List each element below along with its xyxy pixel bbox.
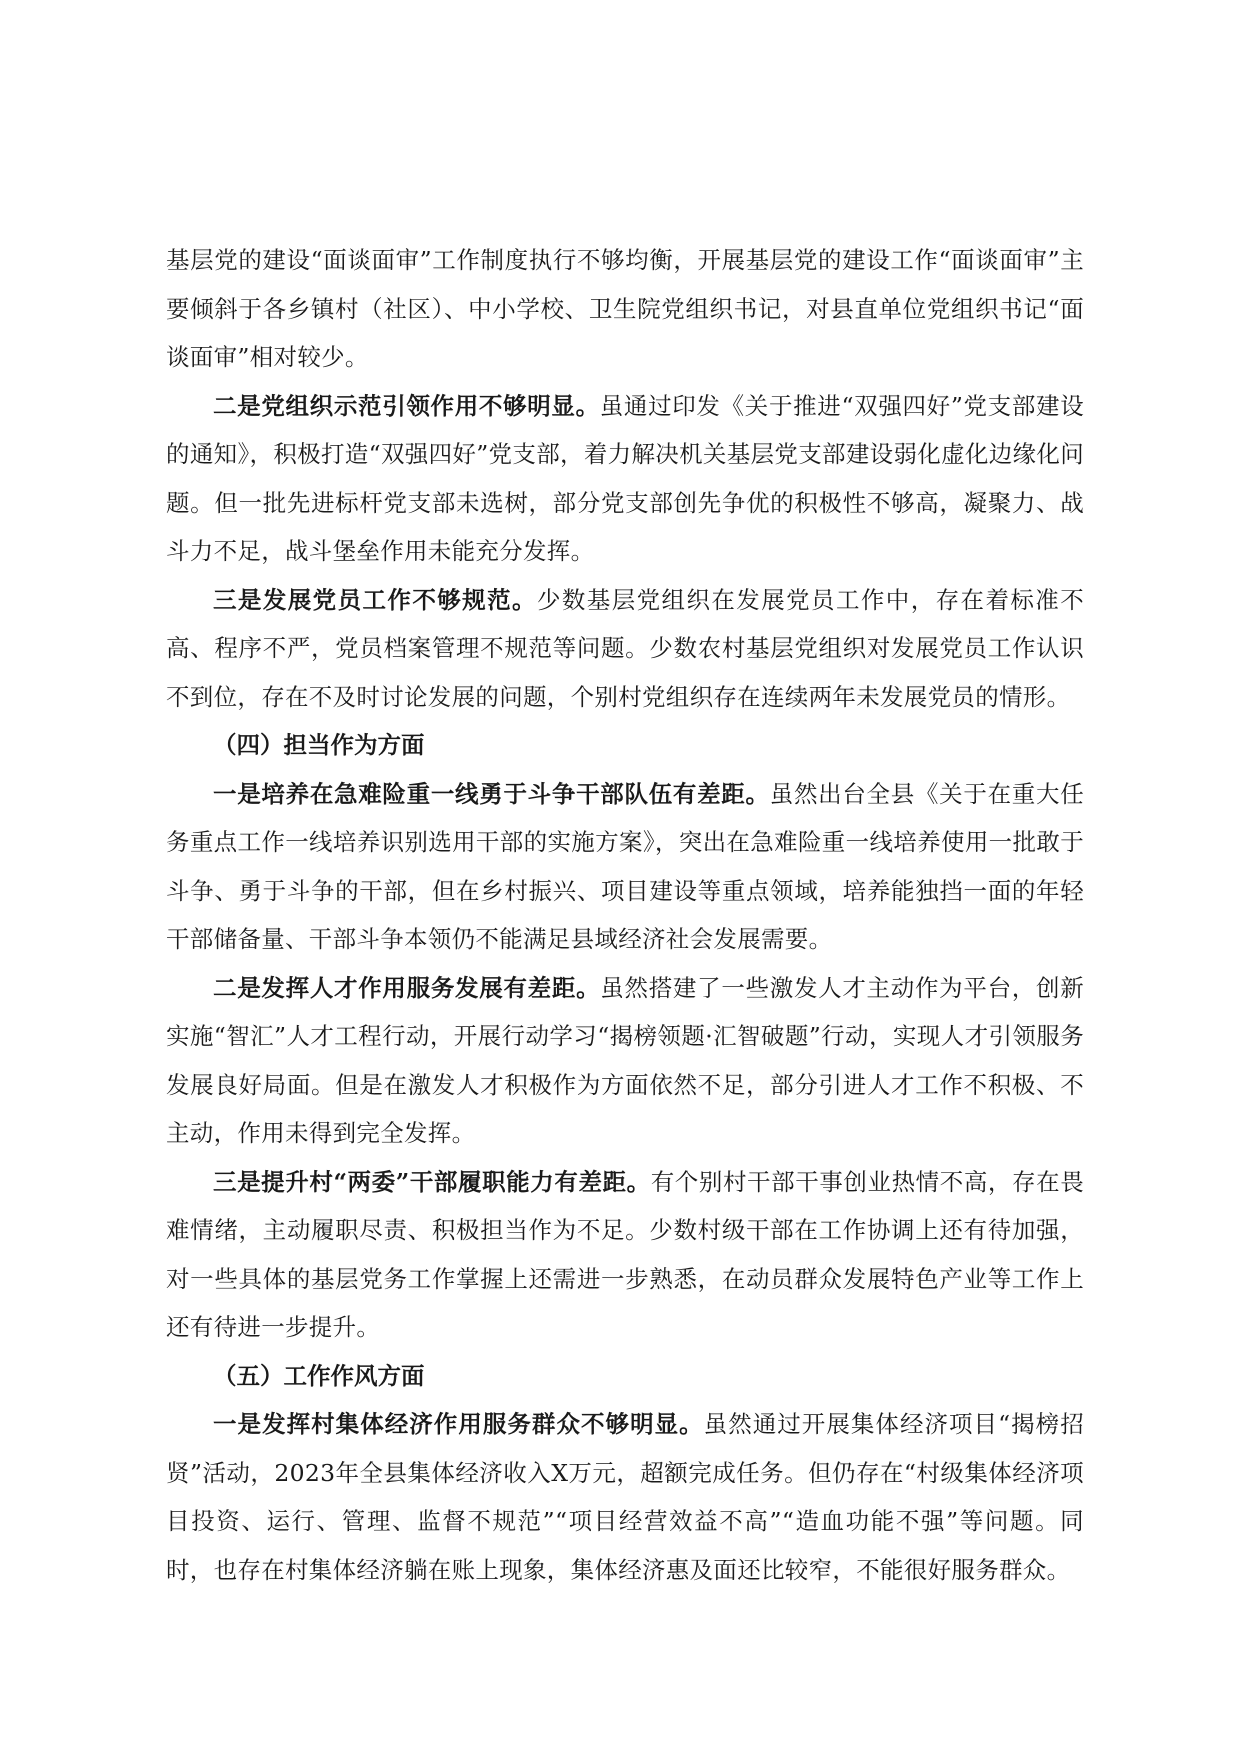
paragraph-text: 虽通过印发《关于推进“双强四好”党支部建设的通知》，积极打造“双强四好”党支部，着力解决机关基层党支部建设弱化虚化边缘化问题。但一批先进标杆党支部未选树，部分党支部创先争优的积极性不够高，凝聚力、战斗力不足，战斗堡垒作用未能充分发挥。 xyxy=(166,391,1084,565)
paragraph-text: 少数基层党组织在发展党员工作中，存在着标准不高、程序不严，党员档案管理不规范等问题。少数农村基层党组织对发展党员工作认识不到位，存在不及时讨论发展的问题，个别村党组织存在连续两年未发展党员的情形。 xyxy=(166,585,1084,711)
paragraph-party-member-development xyxy=(166,576,1084,722)
paragraph-lead: 一是发挥村集体经济作用服务群众不够明显。 xyxy=(213,1410,704,1438)
paragraph-text: 有个别村干部干事创业热情不高，存在畏难情绪，主动履职尽责、积极担当作为不足。少数村级干部在工作协调上还有待加强，对一些具体的基层党务工作掌握上还需进一步熟悉，在动员群众发展特色产业等工作上还有待进一步提升。 xyxy=(166,1167,1084,1341)
paragraph-talent-role xyxy=(166,964,1084,1158)
paragraph-text: 虽然出台全县《关于在重大任务重点工作一线培养识别选用干部的实施方案》，突出在急难险重一线培养使用一批敢于斗争、勇于斗争的干部，但在乡村振兴、项目建设等重点领域，培养能独挡一面的年轻干部储备量、干部斗争本领仍不能满足县域经济社会发展需要。 xyxy=(166,779,1084,953)
paragraph-collective-economy xyxy=(166,1400,1084,1594)
paragraph-text: 基层党的建设“面谈面审”工作制度执行不够均衡，开展基层党的建设工作“面谈面审”主要倾斜于各乡镇村（社区）、中小学校、卫生院党组织书记，对县直单位党组织书记“面谈面审”相对较少。 xyxy=(166,246,1084,371)
document-page xyxy=(166,236,1084,1594)
paragraph-lead: 二是发挥人才作用服务发展有差距。 xyxy=(213,973,601,1002)
paragraph-cadre-cultivation xyxy=(166,770,1084,964)
paragraph-text: 虽然搭建了一些激发人才主动作为平台，创新实施“智汇”人才工程行动，开展行动学习“揭榜领题·汇智破题”行动，实现人才引领服务发展良好局面。但是在激发人才积极作为方面依然不足，部分引进人才工作不积极、不主动，作用未得到完全发挥。 xyxy=(166,973,1084,1147)
paragraph-party-organization-role xyxy=(166,382,1084,576)
paragraph-lead: 一是培养在急难险重一线勇于斗争干部队伍有差距。 xyxy=(213,779,770,808)
paragraph-village-cadre-capability xyxy=(166,1158,1084,1352)
paragraph-lead: 三是发展党员工作不够规范。 xyxy=(213,585,537,614)
paragraph-continuation xyxy=(166,236,1084,382)
section-heading-4: （四）担当作为方面 xyxy=(213,731,425,759)
section-heading-5: （五）工作作风方面 xyxy=(213,1361,425,1390)
paragraph-text: 虽然通过开展集体经济项目“揭榜招贤”活动，2023年全县集体经济收入X万元，超额完成任务。但仍存在“村级集体经济项目投资、运行、管理、监督不规范”“项目经营效益不高”“造血功能不强”等问题。同时，也存在村集体经济躺在账上现象，集体经济惠及面还比较窄，不能很好服务群众。 xyxy=(166,1410,1084,1584)
paragraph-lead: 三是提升村“两委”干部履职能力有差距。 xyxy=(213,1167,651,1196)
paragraph-lead: 二是党组织示范引领作用不够明显。 xyxy=(213,391,600,420)
